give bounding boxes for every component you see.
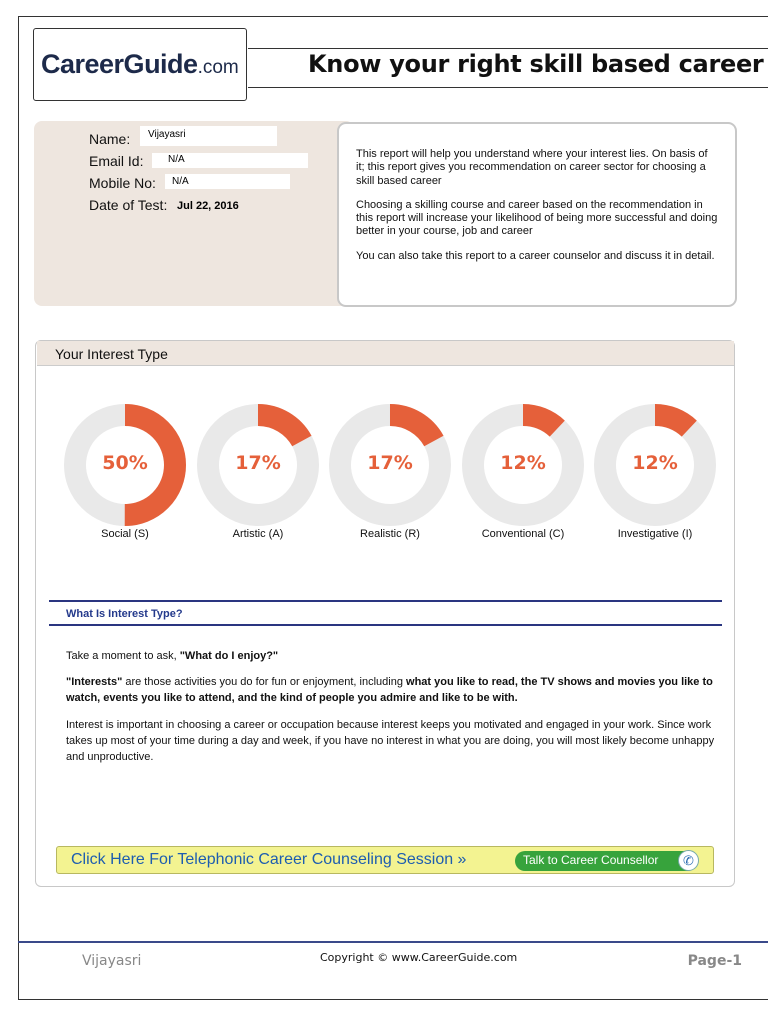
talk-button-label: Talk to Career Counsellor: [523, 853, 659, 867]
footer-rule: [18, 941, 768, 943]
section-rule-bottom: [49, 624, 722, 626]
interest-title: Your Interest Type: [55, 346, 168, 362]
logo-suffix: .com: [197, 57, 239, 78]
donut-label-3: Realistic (R): [360, 528, 420, 540]
name-label: Name:: [89, 131, 131, 147]
header-rule-top: [248, 48, 768, 49]
donut-percent-3: 17%: [367, 452, 413, 474]
mobile-label: Mobile No:: [89, 175, 156, 191]
email-label: Email Id:: [89, 153, 144, 169]
donut-label-5: Investigative (I): [617, 528, 693, 540]
counseling-link[interactable]: Click Here For Telephonic Career Counseling Session »: [71, 851, 467, 868]
date-value: Jul 22, 2016: [177, 200, 239, 212]
mobile-value: N/A: [165, 174, 290, 189]
email-value: N/A: [152, 153, 308, 168]
description-paragraph-2: Choosing a skilling course and career based on the recommendation in this report will increase your likelihood of being more successful and doing better in your course, job and career: [356, 198, 718, 238]
definition-term: "Interests": [66, 676, 123, 688]
section-rule-top: [49, 600, 722, 602]
donut-percent-5: 12%: [632, 452, 678, 474]
donut-percent-1: 50%: [102, 452, 148, 474]
header-rule-bottom: [248, 87, 768, 88]
report-description: [337, 122, 737, 307]
description-paragraph-3: You can also take this report to a career counselor and discuss it in detail.: [356, 249, 715, 262]
careerguide-logo: [41, 49, 239, 80]
footer-name: Vijayasri: [82, 953, 142, 969]
donut-percent-4: 12%: [500, 452, 546, 474]
date-label: Date of Test:: [89, 197, 168, 213]
donut-label-2: Artistic (A): [232, 528, 284, 540]
page-number: Page-1: [687, 953, 742, 969]
footer-copyright: Copyright © www.CareerGuide.com: [320, 951, 518, 964]
talk-to-counsellor-button[interactable]: [515, 851, 697, 871]
definition-mid: are those activities you do for fun or enjoyment, including: [122, 676, 407, 688]
name-value: Vijayasri: [140, 126, 277, 146]
question-text: [66, 648, 726, 664]
counseling-banner[interactable]: [56, 846, 714, 874]
definition-examples: what you like to read, the TV shows and movies you like to watch, events you like to attend, and the kind of people you admire and like to be with.: [66, 676, 713, 704]
description-paragraph-1: This report will help you understand where your interest lies. On basis of it; this report gives you recommendation on career sector for choosing a skill based career: [356, 148, 708, 187]
interests-definition: [66, 674, 726, 706]
interest-header: [37, 341, 734, 366]
logo-main: CareerGuide: [41, 49, 198, 79]
question-bold: "What do I enjoy?": [179, 650, 279, 662]
page-headline: Know your right skill based career: [308, 50, 764, 78]
donut-label-4: Conventional (C): [481, 528, 565, 540]
donut-percent-2: 17%: [235, 452, 281, 474]
question-prefix: Take a moment to ask,: [66, 650, 180, 662]
importance-text: Interest is important in choosing a career or occupation because interest keeps you motivated and engaged in your work. Since work takes up most of your time during a day and week, if you have no interest in what you are doing, you will most likely become unhappy and unproductive.: [66, 719, 715, 763]
what-is-title: What Is Interest Type?: [66, 608, 183, 620]
donut-label-1: Social (S): [101, 528, 149, 540]
phone-icon: ✆: [678, 850, 699, 871]
logo-box: [33, 28, 247, 101]
